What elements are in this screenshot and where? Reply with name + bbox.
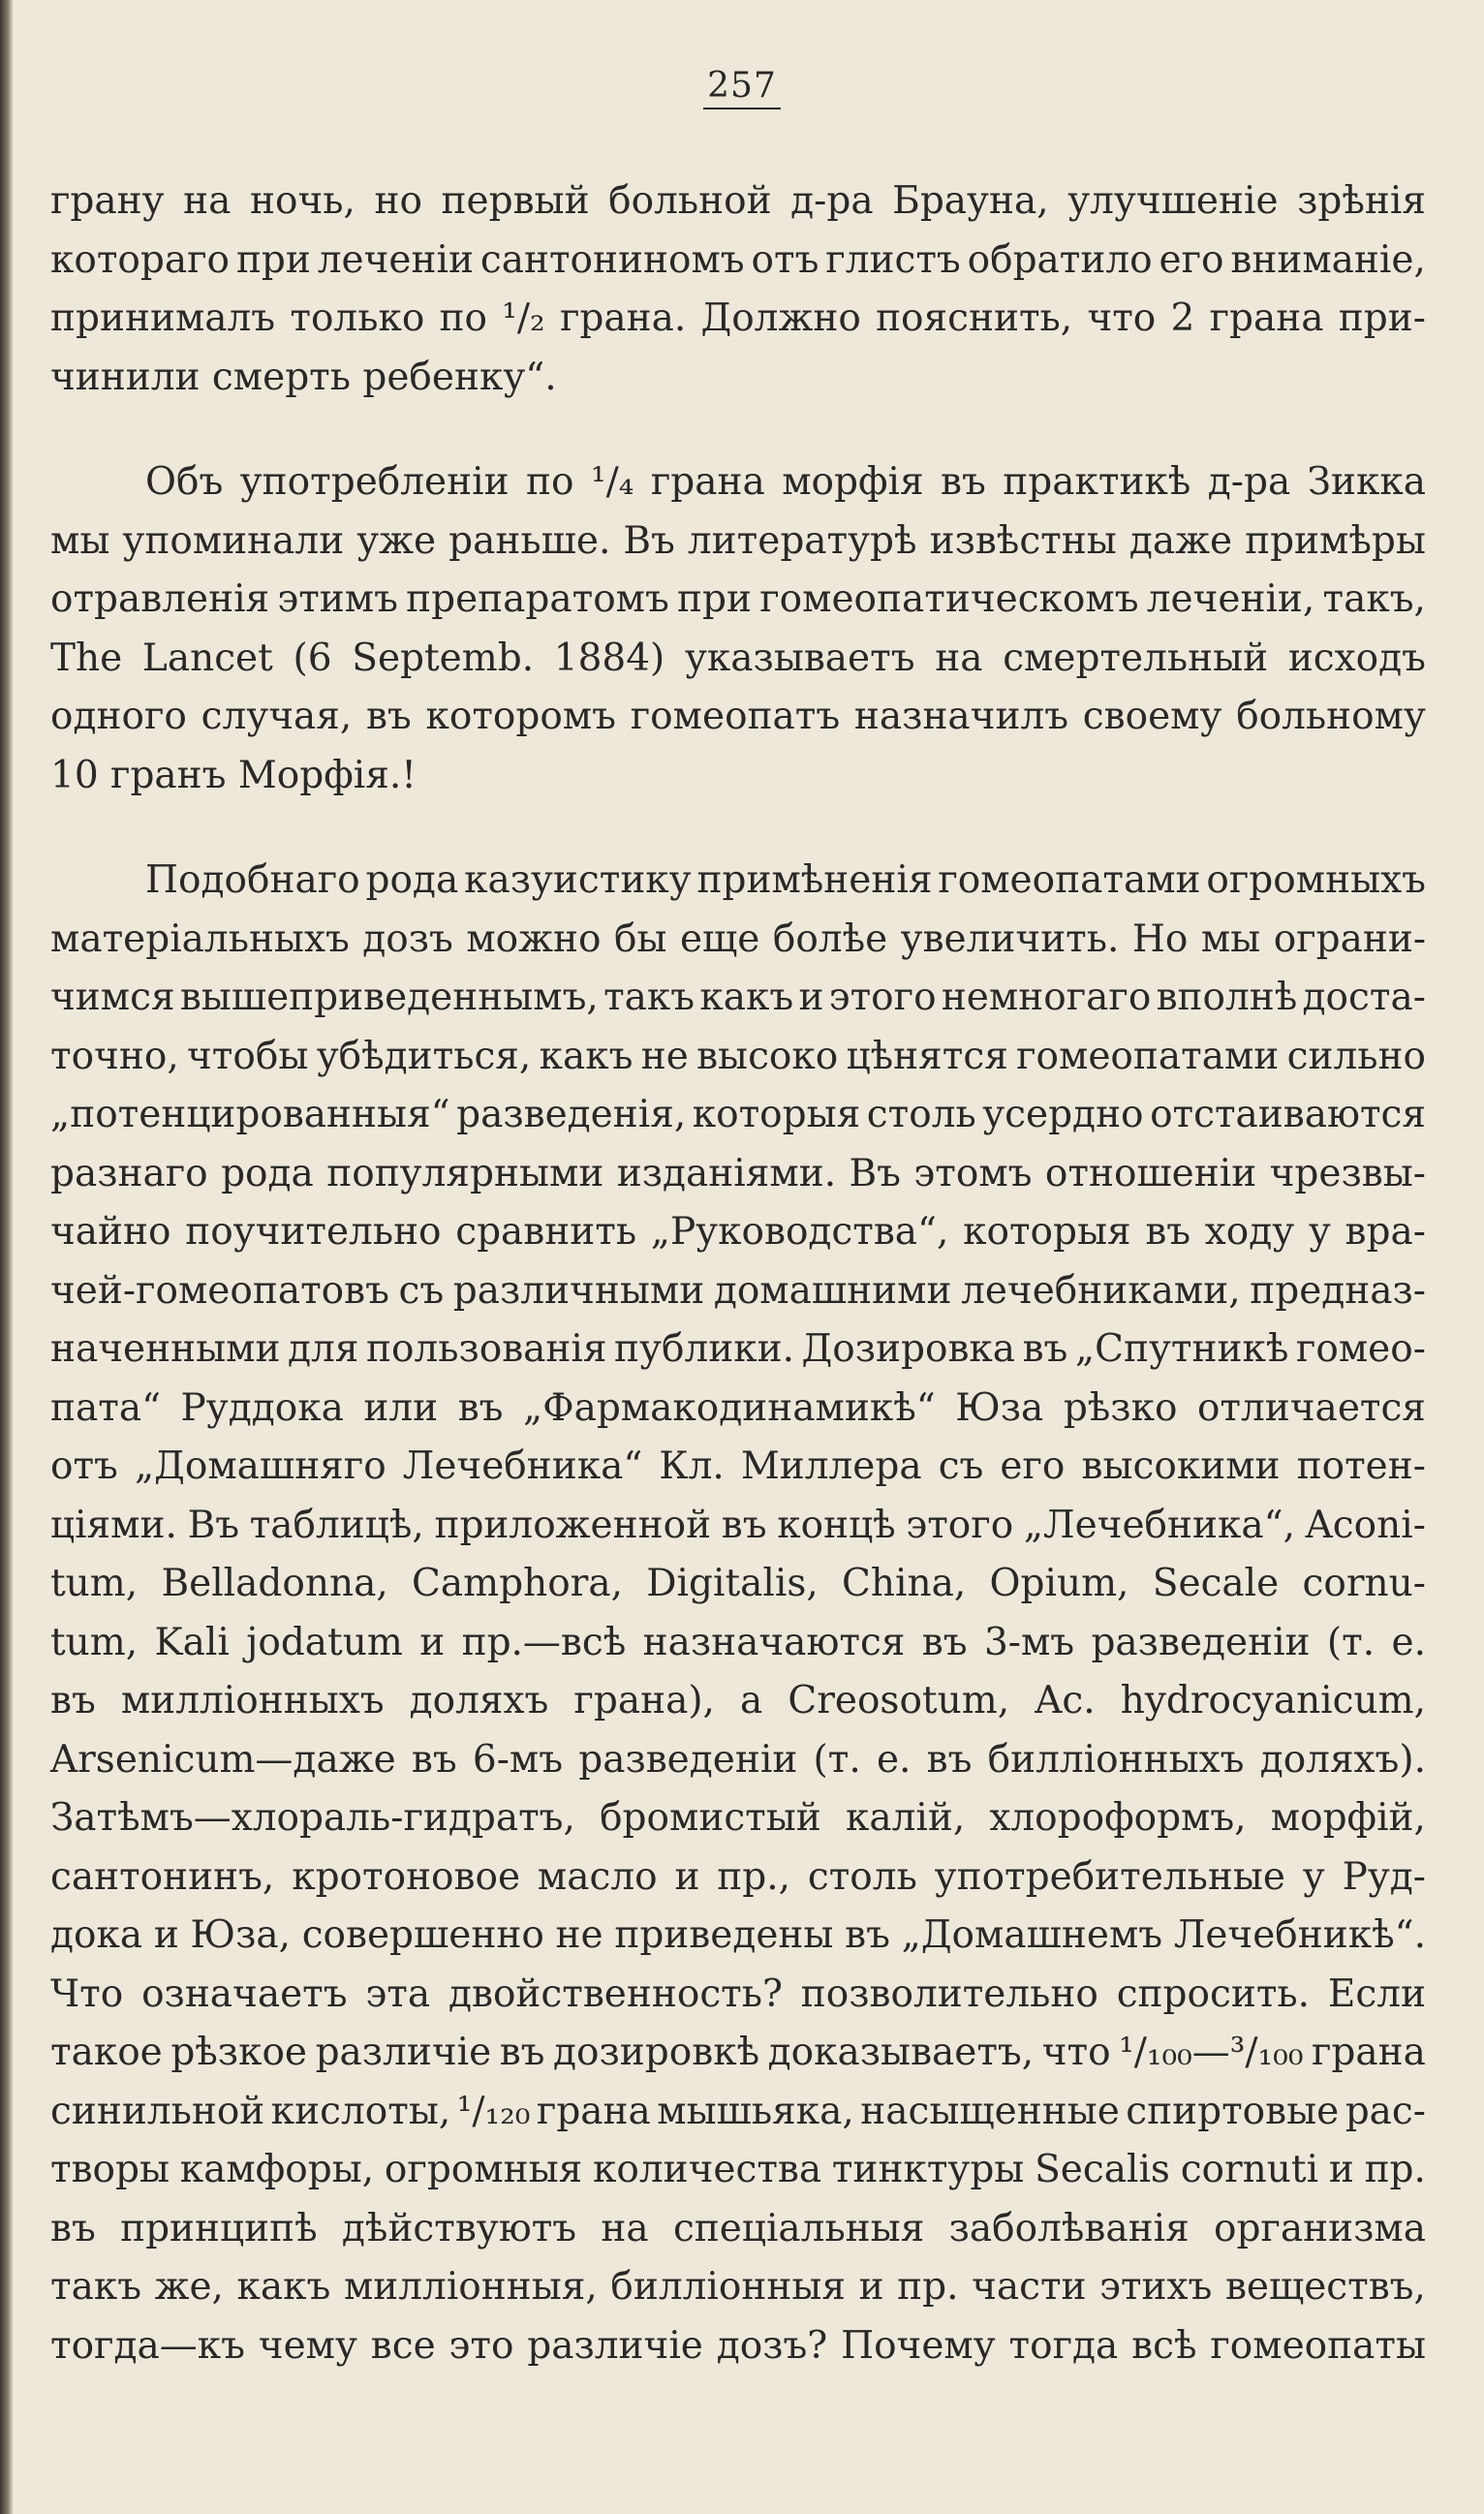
text-line: одного случая, въ которомъ гомеопатъ назначилъ своему больному bbox=[50, 695, 1426, 738]
text-line: чинили смерть ребенку“. bbox=[50, 355, 557, 399]
text-line: tum, Kali jodatum и пр.—всѣ назначаются въ 3-мъ разведеніи (т. е. bbox=[50, 1620, 1426, 1664]
text-line: „потенцированныя“ разведенія, которыя столь усердно отстаиваются bbox=[50, 1093, 1426, 1136]
text-line: въ принципѣ дѣйствуютъ на спеціальныя заболѣванія организма bbox=[50, 2206, 1426, 2250]
text-line: чайно поучительно сравнить „Руководства“, которыя въ ходу у вра- bbox=[50, 1210, 1426, 1254]
text-line: сантонинъ, кротоновое масло и пр., столь употребительные у Руд- bbox=[50, 1854, 1426, 1899]
text-line: Arsenicum—даже въ 6-мъ разведеніи (т. е. въ билліонныхъ доляхъ). bbox=[50, 1737, 1426, 1782]
text-line: Объ употребленіи по ¹/₄ грана морфія въ практикѣ д-ра Зикка bbox=[145, 460, 1426, 504]
text-line: разнаго рода популярными изданіями. Въ этомъ отношеніи чрезвы- bbox=[50, 1151, 1426, 1195]
text-line: пата“ Руддока или въ „Фармакодинамикѣ“ Юза рѣзко отличается bbox=[50, 1385, 1426, 1430]
text-line: tum, Belladonna, Camphora, Digitalis, China, Opium, Secale cornu- bbox=[50, 1562, 1426, 1605]
text-line: дока и Юза, совершенно не приведены въ „Домашнемъ Лечебникѣ“. bbox=[50, 1913, 1426, 1957]
text-line: Подобнаго рода казуистику примѣненія гомеопатами огромныхъ bbox=[145, 858, 1426, 902]
text-line: Затѣмъ—хлораль-гидратъ, бромистый калій, хлороформъ, морфій, bbox=[50, 1796, 1426, 1840]
text-line: синильной кислоты, ¹/₁₂₀ грана мышьяка, насыщенные спиртовые рас- bbox=[50, 2089, 1426, 2133]
body-text bbox=[50, 172, 1426, 2375]
text-line: 10 гранъ Морфія.! bbox=[50, 753, 417, 797]
text-line: творы камфоры, огромныя количества тинктуры Secalis cornuti и пр. bbox=[50, 2148, 1426, 2191]
text-line: чей-гомеопатовъ съ различными домашними лечебниками, предназ- bbox=[50, 1268, 1426, 1313]
text-line: тогда—къ чему все это различіе дозъ? Почему тогда всѣ гомеопаты bbox=[50, 2323, 1426, 2368]
page-number: 257 bbox=[0, 66, 1484, 106]
text-line: наченными для пользованія публики. Дозировка въ „Спутникѣ гомео- bbox=[50, 1327, 1426, 1371]
text-line: принималъ только по ¹/₂ грана. Должно пояснить, что 2 грана при- bbox=[50, 296, 1426, 340]
text-line: мы упоминали уже раньше. Въ литературѣ извѣстны даже примѣры bbox=[50, 518, 1426, 563]
page-binding-edge bbox=[0, 0, 14, 2514]
text-line: такъ же, какъ милліонныя, билліонныя и пр. части этихъ веществъ, bbox=[50, 2265, 1426, 2309]
text-line: отъ „Домашняго Лечебника“ Кл. Миллера съ его высокими потен- bbox=[50, 1444, 1426, 1488]
text-line: отравленія этимъ препаратомъ при гомеопатическомъ леченіи, такъ, bbox=[50, 577, 1426, 621]
text-line: грану на ночь, но первый больной д-ра Брауна, улучшеніе зрѣнія bbox=[50, 179, 1426, 223]
text-line: котораго при леченіи сантониномъ отъ глистъ обратило его вниманіе, bbox=[50, 237, 1426, 282]
text-line: чимся вышеприведеннымъ, такъ какъ и этого немногаго вполнѣ доста- bbox=[50, 976, 1426, 1019]
text-line: матеріальныхъ дозъ можно бы еще болѣе увеличить. Но мы ограни- bbox=[50, 916, 1426, 961]
text-line: Что означаетъ эта двойственность? позволительно спросить. Если bbox=[50, 1971, 1426, 2016]
text-line: The Lancet (6 Septemb. 1884) указываетъ на смертельный исходъ bbox=[50, 636, 1426, 680]
text-line: ціями. Въ таблицѣ, приложенной въ концѣ этого „Лечебника“, Aconi- bbox=[50, 1503, 1426, 1547]
text-line: точно, чтобы убѣдиться, какъ не высоко цѣнятся гомеопатами сильно bbox=[50, 1034, 1426, 1078]
text-line: въ милліонныхъ доляхъ грана), а Creosotum, Ac. hydrocyanicum, bbox=[50, 1679, 1426, 1723]
text-line: такое рѣзкое различіе въ дозировкѣ доказываетъ, что ¹/₁₀₀—³/₁₀₀ грана bbox=[50, 2031, 1426, 2074]
